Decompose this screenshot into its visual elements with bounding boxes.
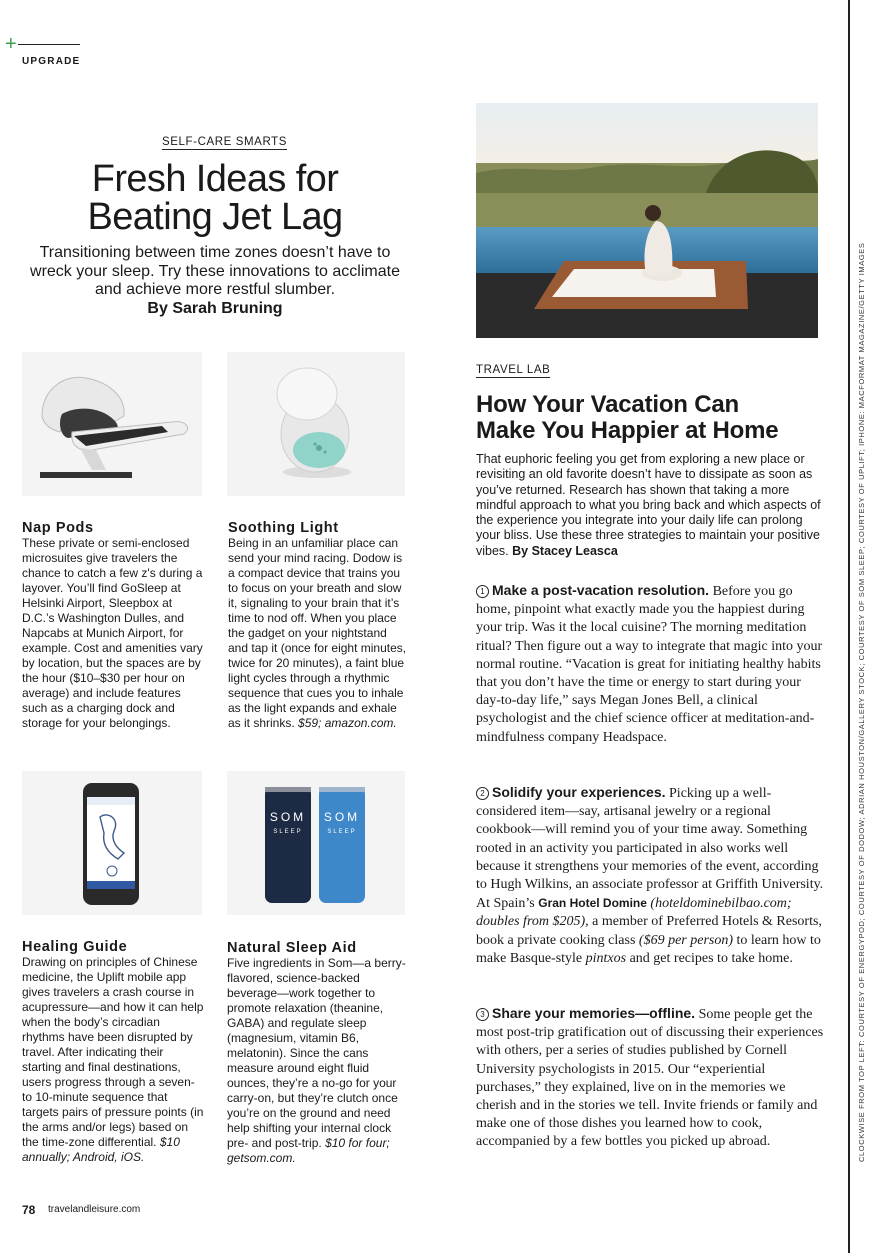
can-brand-dark: SOM: [269, 810, 307, 824]
item-body: [227, 956, 408, 1166]
strategy-2: [476, 783, 824, 968]
item-title: Natural Sleep Aid: [227, 940, 357, 956]
item-body-text: Five ingredients in Som—a berry-flavored, science-backed beverage—work together to promote relaxation (theanine, GABA) and regulate sleep (magnesium, vitamin B6, melatonin). Since the cans measure around eight fluid ounces, they’re a no-go for your carry-on, but they’re clutch once you’re on the ground and need help shifting your internal clock pre- and post-trip.: [227, 956, 406, 1150]
page-edge-rule: [848, 0, 850, 1253]
can-word-dark: SLEEP: [273, 829, 303, 835]
strategy-lead: Share your memories—offline.: [492, 1005, 696, 1021]
item-healing-guide: [22, 939, 204, 1165]
nap-pod-photo: [22, 352, 202, 496]
item-natural-sleep-aid: [227, 940, 408, 1166]
strategy-text: Picking up a well-considered item—say, artisanal jewelry or a regional cookbook—will remind you of your time away. Something rooted in an activity you participated in also works well because it strengthens your memories of the event, according to Hugh Wilkins, an associate professor at Griffith University. At Spain’s: [476, 786, 824, 912]
item-title: Soothing Light: [228, 520, 339, 536]
item-title: Healing Guide: [22, 939, 128, 955]
strategy-text-c: to learn how to make Basque-style: [476, 932, 821, 966]
item-body: [22, 955, 204, 1165]
item-body: [228, 536, 408, 731]
strategy-text: Some people get the most post-trip gratification out of discussing their experiences with others, per a series of studies published by Cornell University psychologists in 2015. Our “experiential purchases,” they explained, live on in the memories we cherish and in the stories we tell. Invite friends or family and make one of those dishes you learned how to cook, accompanied by a few bottles you picked up abroad.: [476, 1007, 824, 1150]
number-badge: 2: [476, 787, 489, 800]
main-headline-line2: Beating Jet Lag: [87, 196, 343, 238]
side-dek-text: That euphoric feeling you get from exploring a new place or revisiting an old favorite doesn’t have to dissipate as soon as you’ve returned. Research has shown that taking a more mindful approach to what you bring back and which aspects of the experience you integrate into your daily life can prolong your bliss. Use these three strategies to maintain your positive vibes.: [476, 452, 821, 558]
footer-url[interactable]: travelandleisure.com: [48, 1204, 141, 1215]
strategy-text-b: a member of Preferred Hotels & Resorts, book a private cooking class: [476, 914, 822, 948]
main-kicker: SELF-CARE SMARTS: [162, 136, 288, 148]
strategy-1: [476, 581, 824, 747]
side-headline-line2: Make You Happier at Home: [476, 417, 779, 444]
item-body: These private or semi-enclosed microsuites give travelers the chance to catch a few z's during a layover. You’ll find GoSleep at Helsinki Airport, Sleepbox at D.C.’s Washington Dulles, and Napcabs at Munich Airport, for example. Cost and amenities vary by location, but the spaces are by the hour ($10–$30 per hour on average) and include features such as a charging dock and storage for your belongings.: [22, 536, 203, 730]
item-nap-pods: [22, 520, 204, 731]
item-price: $59; amazon.com.: [298, 716, 397, 730]
item-price: $10 annually; Android, iOS.: [22, 1135, 180, 1164]
main-dek: [20, 244, 410, 318]
nap-pod-illustration: [22, 352, 202, 496]
dodow-device-illustration: [227, 352, 405, 496]
strategy-text: Before you go home, pinpoint what exactly made you the happiest during your trip. Was it the local cuisine? The morning meditation ritual? Then figure out a way to integrate that magic into your normal routine. “Vacation is great for initiating healthy habits that you don’t have the time or energy to start during your day-to-day life,” says Megan Jones Bell, a clinical psychologist and the chief science officer at meditation-and-mindfulness company Headspace.: [476, 584, 823, 745]
photo-credit: CLOCKWISE FROM TOP LEFT: COURTESY OF ENERGYPOD; COURTESY OF DODOW; ADRIAN HOUSTON/GALLERY STOCK; COURTESY OF SOM SLEEP; COURTESY OF UPLIFT; IPHONE: MACFORMAT MAGAZINE/GETTY IMAGES: [857, 242, 866, 1162]
can-brand-light: SOM: [323, 810, 361, 824]
meditation-photo: [476, 103, 818, 338]
main-dek-text: Transitioning between time zones doesn’t have to wreck your sleep. Try these innovations to acclimate and achieve more restful slumber.: [30, 244, 400, 298]
header-rule: [18, 44, 80, 45]
item-body-text: Being in an unfamiliar place can send your mind racing. Dodow is a compact device that trains you to focus on your breath and slow it, signaling to your brain that it’s time to nod off. When you place the gadget on your nightstand and tap it (once for eight minutes, twice for 20 minutes), a faint blue light cycles through a rhythmic sequence that cues you to inhale as the light expands and exhale as it shrinks.: [228, 536, 407, 730]
strategy-3: [476, 1004, 824, 1152]
main-headline-line1: Fresh Ideas for: [91, 158, 339, 200]
hotel-name: Gran Hotel Domine: [538, 896, 647, 911]
plus-icon: +: [5, 33, 17, 55]
side-headline-line1: How Your Vacation Can: [476, 391, 739, 418]
item-price: $10 for four; getsom.com.: [227, 1136, 390, 1165]
uplift-app-photo: [22, 771, 202, 915]
strategy-lead: Make a post-vacation resolution.: [492, 582, 710, 598]
number-badge: 3: [476, 1008, 489, 1021]
phone-illustration: [22, 771, 202, 915]
number-badge: 1: [476, 585, 489, 598]
item-title: Nap Pods: [22, 520, 94, 536]
section-label: UPGRADE: [22, 56, 81, 67]
side-dek: [476, 452, 821, 559]
side-headline: [476, 392, 836, 444]
class-price: ($69 per person): [638, 932, 734, 948]
main-byline: By Sarah Bruning: [147, 299, 283, 317]
page-number: 78: [22, 1203, 36, 1217]
strategy-text-d: and get recipes to take home.: [629, 950, 793, 966]
item-body-text: Drawing on principles of Chinese medicine, the Uplift mobile app gives travelers a crash course in acupressure—and how it can help when the body’s circadian rhythms have been disrupted by travel. After indicating their starting and final destinations, users progress through a seven- to 10-minute sequence that targets pairs of pressure points (in the arms and/or legs) based on the time-zone differential.: [22, 955, 204, 1149]
som-sleep-photo: [227, 771, 405, 915]
side-kicker: TRAVEL LAB: [476, 364, 551, 376]
side-byline: By Stacey Leasca: [512, 543, 618, 558]
can-word-light: SLEEP: [327, 829, 357, 835]
pintxos-word: pintxos: [585, 950, 627, 966]
main-headline: [20, 160, 410, 236]
som-cans-illustration: [227, 771, 405, 915]
dodow-photo: [227, 352, 405, 496]
hotel-detail: (hoteldominebilbao.com; doubles from $205),: [476, 896, 792, 930]
strategy-lead: Solidify your experiences.: [492, 784, 666, 800]
meditation-illustration: [476, 103, 818, 338]
item-soothing-light: [228, 520, 408, 731]
